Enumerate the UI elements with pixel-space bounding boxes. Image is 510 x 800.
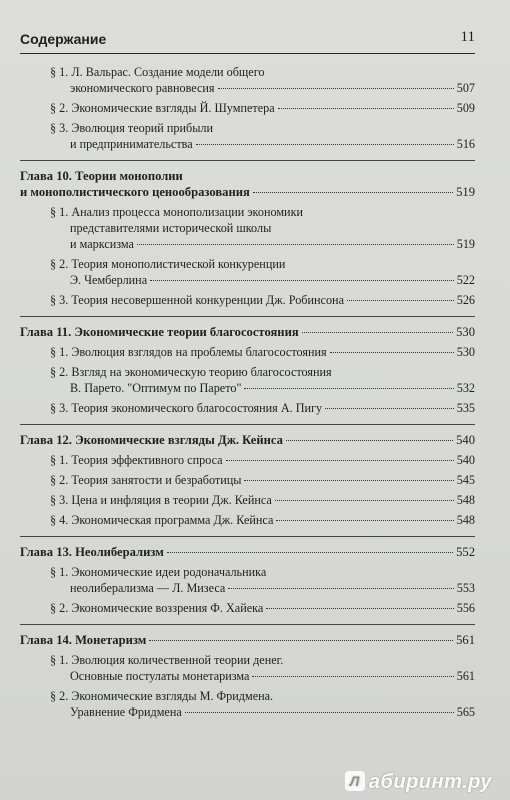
page-ref: 556 <box>456 601 475 615</box>
dot-leader <box>228 588 453 589</box>
chapter-divider <box>20 624 475 625</box>
entry-text: и марксизма <box>70 237 134 251</box>
page-ref: 530 <box>456 325 475 339</box>
toc-group <box>20 544 475 616</box>
running-title: Содержание <box>20 31 107 47</box>
dot-leader <box>244 388 453 389</box>
page-ref: 516 <box>456 137 475 151</box>
section-entry <box>20 292 475 308</box>
toc-line <box>20 432 475 448</box>
section-title-line: § 1. Л. Вальрас. Создание модели общего <box>50 65 265 79</box>
section-last-line <box>50 704 475 720</box>
entry-text: В. Парето. "Оптимум по Парето" <box>70 381 242 395</box>
entry-text: Глава 14. Монетаризм <box>20 633 147 647</box>
toc-line <box>70 136 475 152</box>
toc-line <box>70 236 475 252</box>
dot-leader <box>330 352 454 353</box>
dot-leader <box>266 608 453 609</box>
chapter-divider <box>20 536 475 537</box>
section-title-line: § 2. Взгляд на экономическую теорию благосостояния <box>50 365 332 379</box>
section-title-line: § 3. Эволюция теорий прибыли <box>50 121 214 135</box>
page-number: 11 <box>460 29 475 45</box>
section-title-line: § 1. Экономические идеи родоначальника <box>50 565 267 579</box>
page-ref: 561 <box>456 633 475 647</box>
chapter-entry <box>20 544 475 560</box>
toc-group <box>20 64 475 152</box>
chapter-title-line: Глава 10. Теории монополии <box>20 169 183 183</box>
page-ref: 553 <box>456 581 475 595</box>
toc-line <box>70 668 475 684</box>
section-entry <box>20 344 475 360</box>
toc-group <box>20 168 475 308</box>
toc-line <box>70 80 475 96</box>
toc-line <box>50 472 475 488</box>
entry-text: Глава 11. Экономические теории благосостояния <box>20 325 299 339</box>
toc-line <box>70 704 475 720</box>
entry-text: Основные постулаты монетаризма <box>70 669 250 683</box>
page-ref: 526 <box>456 293 475 307</box>
toc-line <box>50 492 475 508</box>
section-title-line: § 1. Анализ процесса монополизации экономики <box>50 205 304 219</box>
entry-text: § 2. Экономические взгляды Й. Шумпетера <box>50 101 275 115</box>
entry-text: § 4. Экономическая программа Дж. Кейнса <box>50 513 274 527</box>
dot-leader <box>278 108 454 109</box>
dot-leader <box>286 440 453 441</box>
dot-leader <box>244 480 453 481</box>
entry-text: Глава 13. Неолиберализм <box>20 545 164 559</box>
entry-text: Уравнение Фридмена <box>70 705 182 719</box>
section-entry <box>20 364 475 396</box>
section-last-line <box>50 580 475 596</box>
chapter-entry <box>20 632 475 648</box>
page-ref: 540 <box>456 453 475 467</box>
dot-leader <box>325 408 454 409</box>
toc-line <box>70 580 475 596</box>
toc-group <box>20 632 475 720</box>
toc-line <box>70 272 475 288</box>
section-entry <box>20 564 475 596</box>
toc-line <box>70 380 475 396</box>
toc-line <box>50 400 475 416</box>
entry-text: экономического равновесия <box>70 81 215 95</box>
section-last-line <box>50 136 475 152</box>
section-last-line <box>50 668 475 684</box>
toc-line <box>50 512 475 528</box>
dot-leader <box>252 676 453 677</box>
chapter-divider <box>20 316 475 317</box>
dot-leader <box>149 640 453 641</box>
section-title-line: представителями исторической школы <box>70 221 272 235</box>
section-last-line <box>50 236 475 252</box>
section-entry <box>20 400 475 416</box>
page-ref: 545 <box>456 473 475 487</box>
section-entry <box>20 64 475 96</box>
page-header <box>20 31 475 54</box>
toc-group <box>20 324 475 416</box>
section-title-line: § 1. Эволюция количественной теории денег. <box>50 653 284 667</box>
entry-text: § 2. Теория занятости и безработицы <box>50 473 242 487</box>
dot-leader <box>253 192 453 193</box>
chapter-entry <box>20 168 475 200</box>
page-ref: 548 <box>456 493 475 507</box>
page-ref: 552 <box>456 545 475 559</box>
labirint-logo-icon: Л <box>345 771 365 791</box>
chapter-entry <box>20 432 475 448</box>
toc-line <box>20 184 475 200</box>
dot-leader <box>347 300 454 301</box>
entry-text: Э. Чемберлина <box>70 273 148 287</box>
chapter-divider <box>20 160 475 161</box>
section-entry <box>20 256 475 288</box>
watermark <box>345 771 492 794</box>
section-entry <box>20 652 475 684</box>
section-entry <box>20 472 475 488</box>
entry-text: § 1. Эволюция взглядов на проблемы благосостояния <box>50 345 327 359</box>
section-entry <box>20 452 475 468</box>
table-of-contents <box>20 60 475 720</box>
dot-leader <box>137 244 454 245</box>
dot-leader <box>196 144 454 145</box>
section-last-line <box>50 272 475 288</box>
dot-leader <box>150 280 454 281</box>
section-entry <box>20 204 475 252</box>
entry-text: неолиберализма — Л. Мизеса <box>70 581 226 595</box>
entry-text: Глава 12. Экономические взгляды Дж. Кейнса <box>20 433 283 447</box>
section-entry <box>20 100 475 116</box>
page-ref: 532 <box>456 381 475 395</box>
dot-leader <box>167 552 453 553</box>
page-ref: 535 <box>456 401 475 415</box>
section-entry <box>20 688 475 720</box>
page-ref: 507 <box>456 81 475 95</box>
toc-line <box>20 324 475 340</box>
toc-line <box>50 344 475 360</box>
entry-text: § 3. Теория несовершенной конкуренции Дж. Робинсона <box>50 293 344 307</box>
entry-text: § 1. Теория эффективного спроса <box>50 453 223 467</box>
entry-text: § 2. Экономические воззрения Ф. Хайека <box>50 601 264 615</box>
chapter-entry <box>20 324 475 340</box>
section-entry <box>20 600 475 616</box>
section-title-line: § 2. Экономические взгляды М. Фридмена. <box>50 689 274 703</box>
dot-leader <box>276 520 453 521</box>
toc-line <box>20 632 475 648</box>
watermark-text: абиринт.ру <box>368 771 492 793</box>
page-ref: 509 <box>456 101 475 115</box>
dot-leader <box>302 332 453 333</box>
toc-line <box>50 600 475 616</box>
section-entry <box>20 120 475 152</box>
dot-leader <box>275 500 454 501</box>
section-entry <box>20 492 475 508</box>
toc-line <box>20 544 475 560</box>
page-ref: 519 <box>456 185 475 199</box>
section-title-line: § 2. Теория монополистической конкуренции <box>50 257 286 271</box>
page-ref: 561 <box>456 669 475 683</box>
dot-leader <box>185 712 454 713</box>
page-ref: 522 <box>456 273 475 287</box>
section-entry <box>20 512 475 528</box>
entry-text: и предпринимательства <box>70 137 193 151</box>
toc-group <box>20 432 475 528</box>
dot-leader <box>218 88 454 89</box>
page-ref: 540 <box>456 433 475 447</box>
page-ref: 565 <box>456 705 475 719</box>
entry-text: и монополистического ценообразования <box>20 185 250 199</box>
section-last-line <box>50 80 475 96</box>
page-ref: 519 <box>456 237 475 251</box>
dot-leader <box>226 460 454 461</box>
section-last-line <box>50 380 475 396</box>
entry-text: § 3. Цена и инфляция в теории Дж. Кейнса <box>50 493 272 507</box>
toc-line <box>50 452 475 468</box>
toc-line <box>50 292 475 308</box>
entry-text: § 3. Теория экономического благосостояния А. Пигу <box>50 401 323 415</box>
toc-line <box>50 100 475 116</box>
page-ref: 530 <box>456 345 475 359</box>
chapter-divider <box>20 424 475 425</box>
page-ref: 548 <box>456 513 475 527</box>
